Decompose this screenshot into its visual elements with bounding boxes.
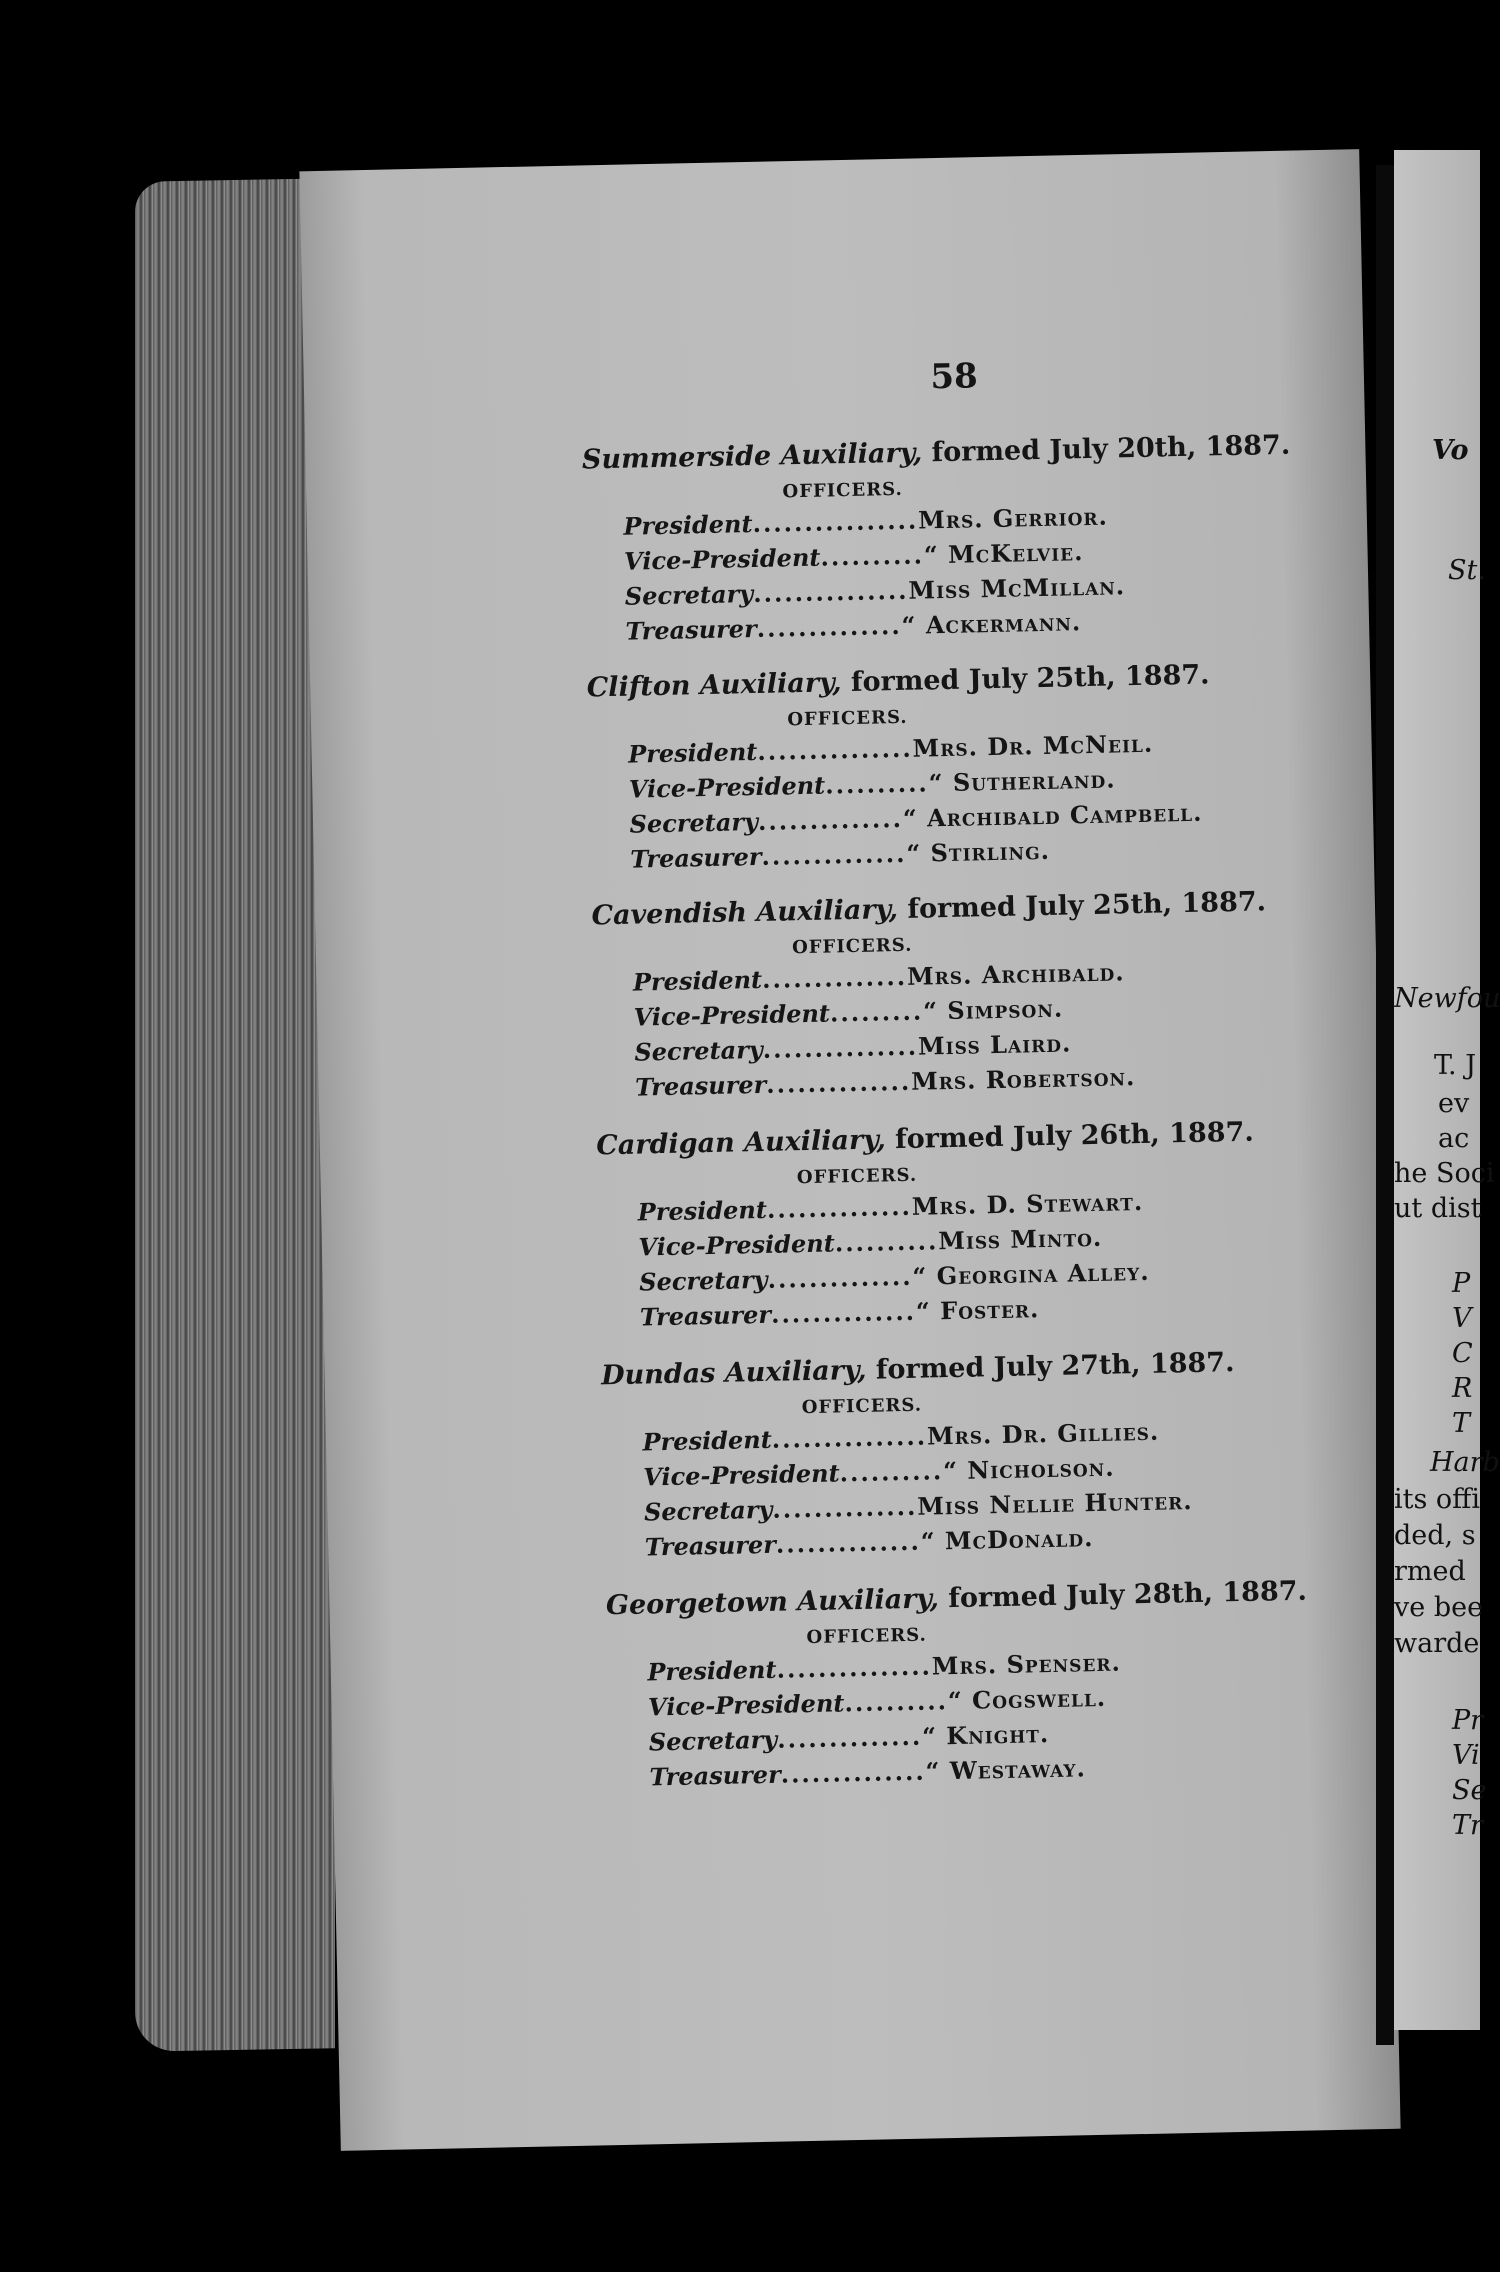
adjacent-fragment: C bbox=[1452, 1338, 1473, 1369]
auxiliary-name: Georgetown Auxiliary, bbox=[605, 1583, 940, 1622]
officer-role: Secretary bbox=[624, 579, 754, 611]
dot-leader: .............. bbox=[761, 961, 908, 994]
officer-name: Miss Nellie Hunter. bbox=[917, 1486, 1193, 1521]
auxiliary-name: Cavendish Auxiliary, bbox=[591, 894, 899, 932]
officer-role: Treasurer bbox=[625, 613, 757, 646]
dot-leader: .......... bbox=[844, 1686, 949, 1718]
officer-role: Secretary bbox=[634, 1034, 764, 1067]
officer-role: Vice-President bbox=[643, 1458, 840, 1492]
adjacent-fragment: he Soci bbox=[1394, 1158, 1495, 1189]
dot-leader: ............... bbox=[762, 1031, 919, 1064]
officer-name: Mrs. Gerrior. bbox=[917, 501, 1109, 535]
officer-name: “ Simpson. bbox=[922, 993, 1064, 1026]
dot-leader: .......... bbox=[820, 540, 925, 572]
officer-role: President bbox=[642, 1424, 773, 1457]
adjacent-fragment: Vo bbox=[1432, 435, 1469, 466]
dot-leader: .............. bbox=[776, 1721, 923, 1754]
adjacent-fragment: ev bbox=[1438, 1088, 1470, 1119]
officer-name: Miss Laird. bbox=[917, 1028, 1072, 1061]
officer-name: Mrs. Robertson. bbox=[910, 1062, 1136, 1096]
officer-name: “ McDonald. bbox=[920, 1523, 1094, 1556]
auxiliary-section bbox=[606, 1574, 1390, 1798]
formed-date: formed July 26th, 1887. bbox=[894, 1116, 1255, 1156]
auxiliary-section bbox=[586, 656, 1370, 880]
officer-name: “ Foster. bbox=[915, 1294, 1040, 1326]
adjacent-fragment: T. J bbox=[1434, 1050, 1477, 1081]
officer-role: President bbox=[627, 736, 758, 769]
dot-leader: ............... bbox=[776, 1651, 933, 1684]
adjacent-fragment: ve bee bbox=[1394, 1592, 1484, 1623]
dot-leader: .............. bbox=[765, 1066, 912, 1099]
officer-role: President bbox=[623, 509, 753, 541]
dot-leader: .............. bbox=[766, 1191, 913, 1224]
officer-name: Mrs. D. Stewart. bbox=[911, 1186, 1144, 1221]
adjacent-fragment: Pr bbox=[1452, 1705, 1484, 1736]
adjacent-fragment: Tr bbox=[1452, 1810, 1483, 1841]
officer-role: Vice-President bbox=[633, 998, 831, 1032]
adjacent-fragment: R bbox=[1452, 1373, 1473, 1404]
officer-name: “ Sutherland. bbox=[928, 764, 1116, 798]
formed-date: formed July 27th, 1887. bbox=[875, 1347, 1235, 1386]
officer-role: Secretary bbox=[643, 1494, 773, 1527]
adjacent-page bbox=[1394, 150, 1500, 2030]
officer-name: Mrs. Archibald. bbox=[906, 957, 1125, 991]
adjacent-fragment: ded, s bbox=[1394, 1520, 1476, 1551]
adjacent-fragment: Harb bbox=[1430, 1447, 1500, 1478]
dot-leader: .......... bbox=[839, 1456, 944, 1488]
adjacent-fragment: V bbox=[1452, 1303, 1472, 1334]
officer-role: President bbox=[632, 964, 763, 997]
auxiliary-name: Cardigan Auxiliary, bbox=[596, 1124, 887, 1162]
officer-role: President bbox=[637, 1194, 768, 1227]
auxiliary-name: Dundas Auxiliary, bbox=[600, 1354, 867, 1392]
officer-name: Mrs. Dr. McNeil. bbox=[912, 728, 1154, 763]
officer-role: Vice-President bbox=[638, 1228, 836, 1262]
formed-date: formed July 25th, 1887. bbox=[907, 886, 1267, 925]
dot-leader: .............. bbox=[780, 1756, 926, 1789]
officer-role: Treasurer bbox=[639, 1299, 772, 1332]
dot-leader: .............. bbox=[767, 1261, 913, 1294]
officer-role: Secretary bbox=[648, 1724, 778, 1757]
formed-date: formed July 20th, 1887. bbox=[931, 429, 1291, 469]
officers-label: OFFICERS. bbox=[782, 478, 904, 503]
officer-name: “ McKelvie. bbox=[923, 537, 1084, 570]
adjacent-fragment: Se bbox=[1452, 1775, 1487, 1806]
officer-role: Treasurer bbox=[630, 841, 762, 874]
dot-leader: .............. bbox=[770, 1296, 917, 1329]
officer-role: Vice-President bbox=[647, 1688, 845, 1722]
dot-leader: .............. bbox=[761, 838, 907, 871]
dot-leader: .......... bbox=[834, 1226, 939, 1258]
adjacent-fragment: St. bbox=[1448, 555, 1486, 586]
dot-leader: .......... bbox=[824, 768, 930, 800]
officer-name: Mrs. Dr. Gillies. bbox=[926, 1416, 1160, 1451]
auxiliary-name: Clifton Auxiliary, bbox=[586, 667, 842, 704]
officers-label: OFFICERS. bbox=[791, 934, 913, 959]
page-number: 58 bbox=[929, 356, 979, 398]
dot-leader: .............. bbox=[775, 1526, 922, 1559]
officer-name: “ Knight. bbox=[921, 1719, 1050, 1751]
officer-name: “ Georgina Alley. bbox=[912, 1256, 1150, 1291]
auxiliary-section bbox=[601, 1344, 1385, 1568]
officer-role: Treasurer bbox=[649, 1759, 781, 1792]
adjacent-fragment: rmed bbox=[1394, 1556, 1466, 1587]
officer-role: Secretary bbox=[638, 1264, 768, 1297]
adjacent-fragment: P bbox=[1452, 1268, 1471, 1299]
officer-name: “ Westaway. bbox=[925, 1753, 1087, 1786]
adjacent-fragment: Vi bbox=[1452, 1740, 1480, 1771]
dot-leader: ......... bbox=[829, 996, 924, 1028]
officer-name: “ Cogswell. bbox=[947, 1682, 1107, 1716]
auxiliary-section bbox=[582, 428, 1366, 652]
adjacent-fragment: its offi bbox=[1394, 1484, 1480, 1515]
adjacent-fragment: ut dist bbox=[1394, 1193, 1482, 1224]
officer-name: “ Nicholson. bbox=[942, 1452, 1115, 1486]
dot-leader: ............... bbox=[752, 575, 909, 609]
officer-role: Vice-President bbox=[623, 542, 821, 576]
adjacent-fragment: warde bbox=[1394, 1628, 1480, 1659]
officer-role: Treasurer bbox=[644, 1529, 777, 1562]
officer-name: “ Ackermann. bbox=[901, 607, 1082, 640]
dot-leader: .............. bbox=[757, 803, 904, 836]
officer-name: Miss McMillan. bbox=[908, 571, 1126, 605]
officer-name: Miss Minto. bbox=[938, 1222, 1103, 1256]
officer-name: “ Stirling. bbox=[906, 835, 1051, 868]
officer-name: Mrs. Spenser. bbox=[931, 1647, 1122, 1681]
officer-role: Vice-President bbox=[628, 770, 826, 804]
officers-label: OFFICERS. bbox=[787, 706, 908, 731]
adjacent-fragment: T bbox=[1452, 1408, 1471, 1439]
officer-role: Secretary bbox=[629, 806, 759, 839]
formed-date: formed July 28th, 1887. bbox=[947, 1575, 1308, 1615]
adjacent-fragment: Newfou bbox=[1394, 983, 1500, 1014]
dot-leader: ............... bbox=[771, 1421, 928, 1454]
formed-date: formed July 25th, 1887. bbox=[850, 659, 1210, 698]
officers-label: OFFICERS. bbox=[801, 1394, 923, 1419]
officer-name: “ Archibald Campbell. bbox=[902, 797, 1203, 833]
officer-role: President bbox=[647, 1654, 777, 1687]
officers-label: OFFICERS. bbox=[796, 1164, 918, 1189]
auxiliary-section bbox=[596, 1114, 1380, 1338]
dot-leader: .............. bbox=[772, 1491, 918, 1524]
officer-role: Treasurer bbox=[634, 1069, 767, 1102]
dot-leader: .............. bbox=[756, 610, 902, 643]
dot-leader: ................ bbox=[752, 505, 919, 538]
adjacent-fragment: ac bbox=[1438, 1123, 1470, 1154]
auxiliary-name: Summerside Auxiliary, bbox=[581, 437, 923, 476]
officers-label: OFFICERS. bbox=[806, 1624, 928, 1649]
dot-leader: ............... bbox=[757, 733, 913, 766]
auxiliary-section bbox=[591, 884, 1375, 1108]
